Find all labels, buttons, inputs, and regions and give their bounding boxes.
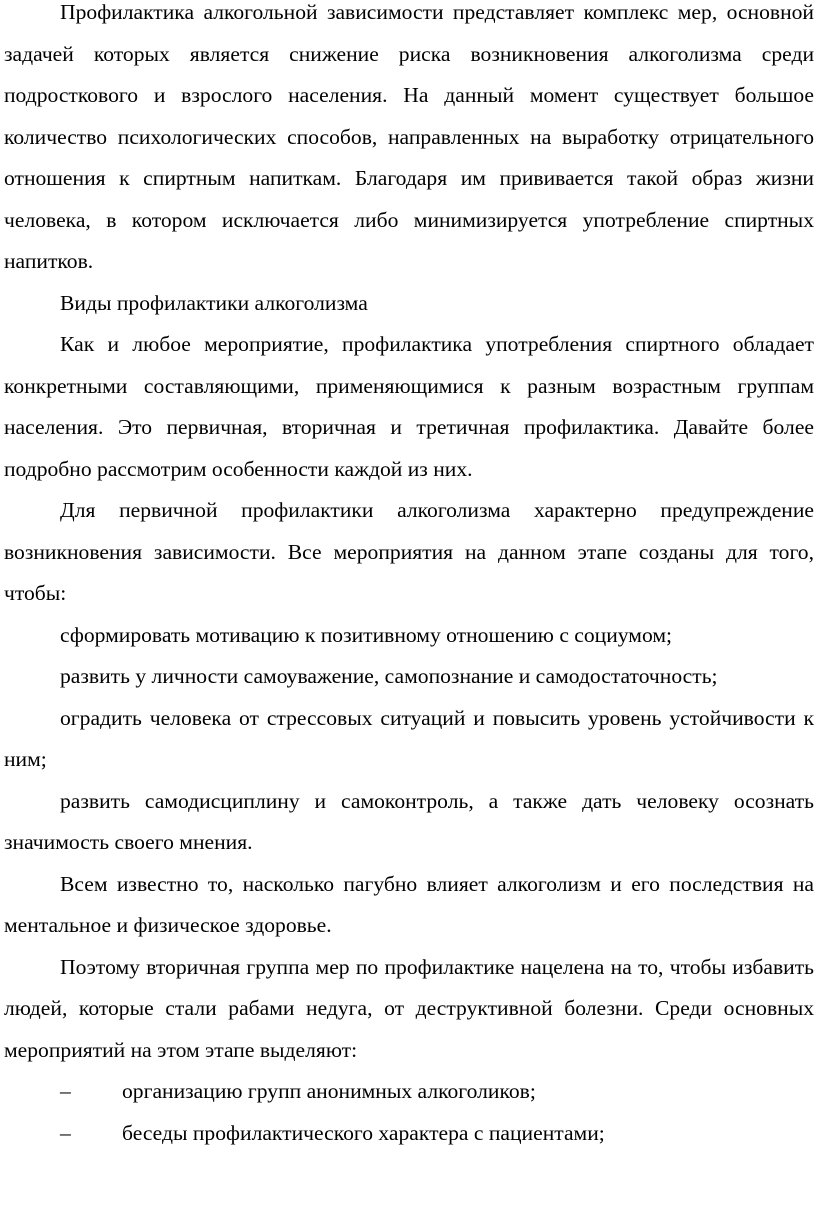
goal-item: оградить человека от стрессовых ситуаций и повысить уровень устойчивости к ним;	[4, 705, 814, 771]
list-item-text: беседы профилактического характера с пациентами;	[122, 1120, 605, 1145]
paragraph-primary: Для первичной профилактики алкоголизма характерно предупреждение возникновения зависимости. Все мероприятия на данном этапе созданы для того, чтобы:	[4, 498, 814, 605]
dash-marker: –	[60, 1120, 71, 1145]
goal-item: сформировать мотивацию к позитивному отношению с социумом;	[60, 622, 673, 647]
list-item-text: организацию групп анонимных алкоголиков;	[122, 1079, 536, 1103]
paragraph-types: Как и любое мероприятие, профилактика употребления спиртного обладает конкретными составляющими, применяющимися к разным возрастным группам населения. Это первичная, вторичная и третичная профилактика. Давайте более подробно рассмотрим особенности каждой из них.	[4, 332, 814, 481]
paragraph-secondary: Поэтому вторичная группа мер по профилактике нацелена на то, чтобы избавить людей, которые стали рабами недуга, от деструктивной болезни. Среди основных мероприятий на этом этапе выделяют:	[4, 954, 814, 1062]
list-item	[4, 1071, 814, 1113]
paragraph-harm: Всем известно то, насколько пагубно влияет алкоголизм и его последствия на ментальное и физическое здоровье.	[4, 871, 814, 937]
section-heading: Виды профилактики алкоголизма	[60, 290, 368, 315]
dash-marker: –	[60, 1079, 71, 1103]
goal-item: развить у личности самоуважение, самопознание и самодостаточность;	[60, 664, 718, 688]
paragraph-intro: Профилактика алкогольной зависимости представляет комплекс мер, основной задачей которых является снижение риска возникновения алкоголизма среди подросткового и взрослого населения. На данный момент существует большое количество психологических способов, направленных на выработку отрицательного отношения к спиртным напиткам. Благодаря им прививается такой образ жизни человека, в котором исключается либо минимизируется употребление спиртных напитков.	[4, 0, 814, 273]
goal-item: развить самодисциплину и самоконтроль, а также дать человеку осознать значимость своего мнения.	[4, 788, 814, 854]
list-item	[4, 1113, 814, 1155]
